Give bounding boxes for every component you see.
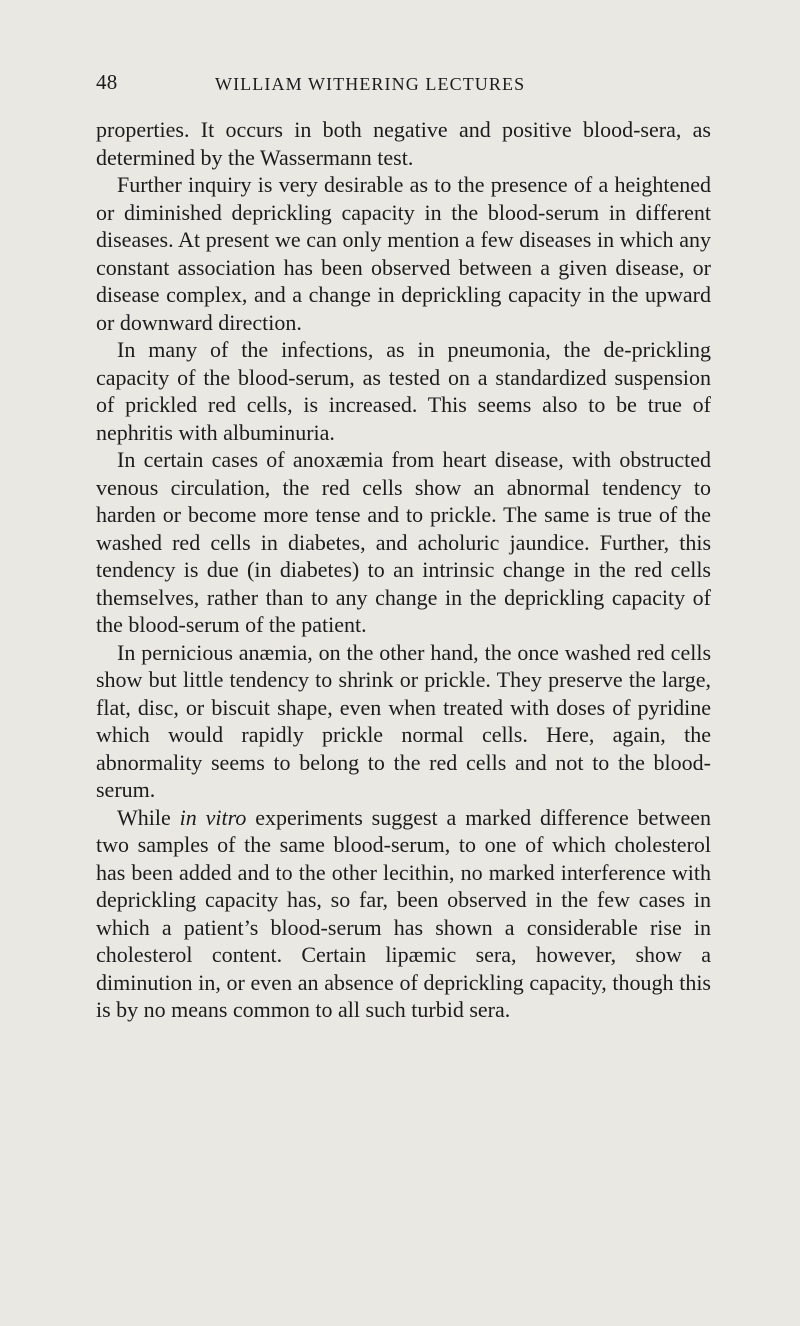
paragraph-6-rest: experiments suggest a marked difference between two samples of the same blood-serum, to one of which cholesterol has been added and to the other lecithin, no marked interference with deprickling capacity has, so far, been observed in the few cases in which a patient’s blood-serum has shown a considerable rise in cholesterol content. Certain lipæmic sera, however, show a diminution in, or even an absence of deprickling capacity, though this is by no means common to all such turbid sera. bbox=[96, 804, 711, 1022]
paragraph-3: In many of the infections, as in pneumonia, the de-prickling capacity of the blood-serum, as tested on a standardized suspension of prickled red cells, is increased. This seems also to be true of nephritis with albuminuria. bbox=[96, 337, 711, 445]
page-number: 48 bbox=[96, 70, 118, 94]
running-title: WILLIAM WITHERING LECTURES bbox=[215, 74, 526, 94]
paragraph-6-lead: While bbox=[117, 804, 180, 830]
paragraph-6 bbox=[96, 804, 711, 1024]
page-header bbox=[96, 70, 716, 102]
body-text bbox=[96, 116, 711, 1024]
paragraph-4: In certain cases of anoxæmia from heart disease, with obstructed venous circulation, the red cells show an abnormal tendency to harden or become more tense and to prickle. The same is true of the washed red cells in diabetes, and acholuric jaundice. Further, this tendency is due (in diabetes) to an intrinsic change in the red cells themselves, rather than to any change in the deprickling capacity of the blood-serum of the patient. bbox=[96, 447, 711, 637]
in-vitro-italic: in vitro bbox=[179, 804, 247, 830]
paragraph-5: In pernicious anæmia, on the other hand, the once washed red cells show but little tendency to shrink or prickle. They preserve the large, flat, disc, or biscuit shape, even when treated with doses of pyridine which would rapidly prickle normal cells. Here, again, the abnormality seems to belong to the red cells and not to the blood-serum. bbox=[96, 639, 711, 802]
paragraph-1: properties. It occurs in both negative and positive blood-sera, as determined by the Wassermann test. bbox=[96, 117, 711, 170]
paragraph-2: Further inquiry is very desirable as to the presence of a heightened or diminished deprickling capacity in the blood-serum in different diseases. At present we can only mention a few diseases in which any constant association has been observed between a given disease, or disease complex, and a change in deprickling capacity in the upward or downward direction. bbox=[96, 172, 711, 335]
